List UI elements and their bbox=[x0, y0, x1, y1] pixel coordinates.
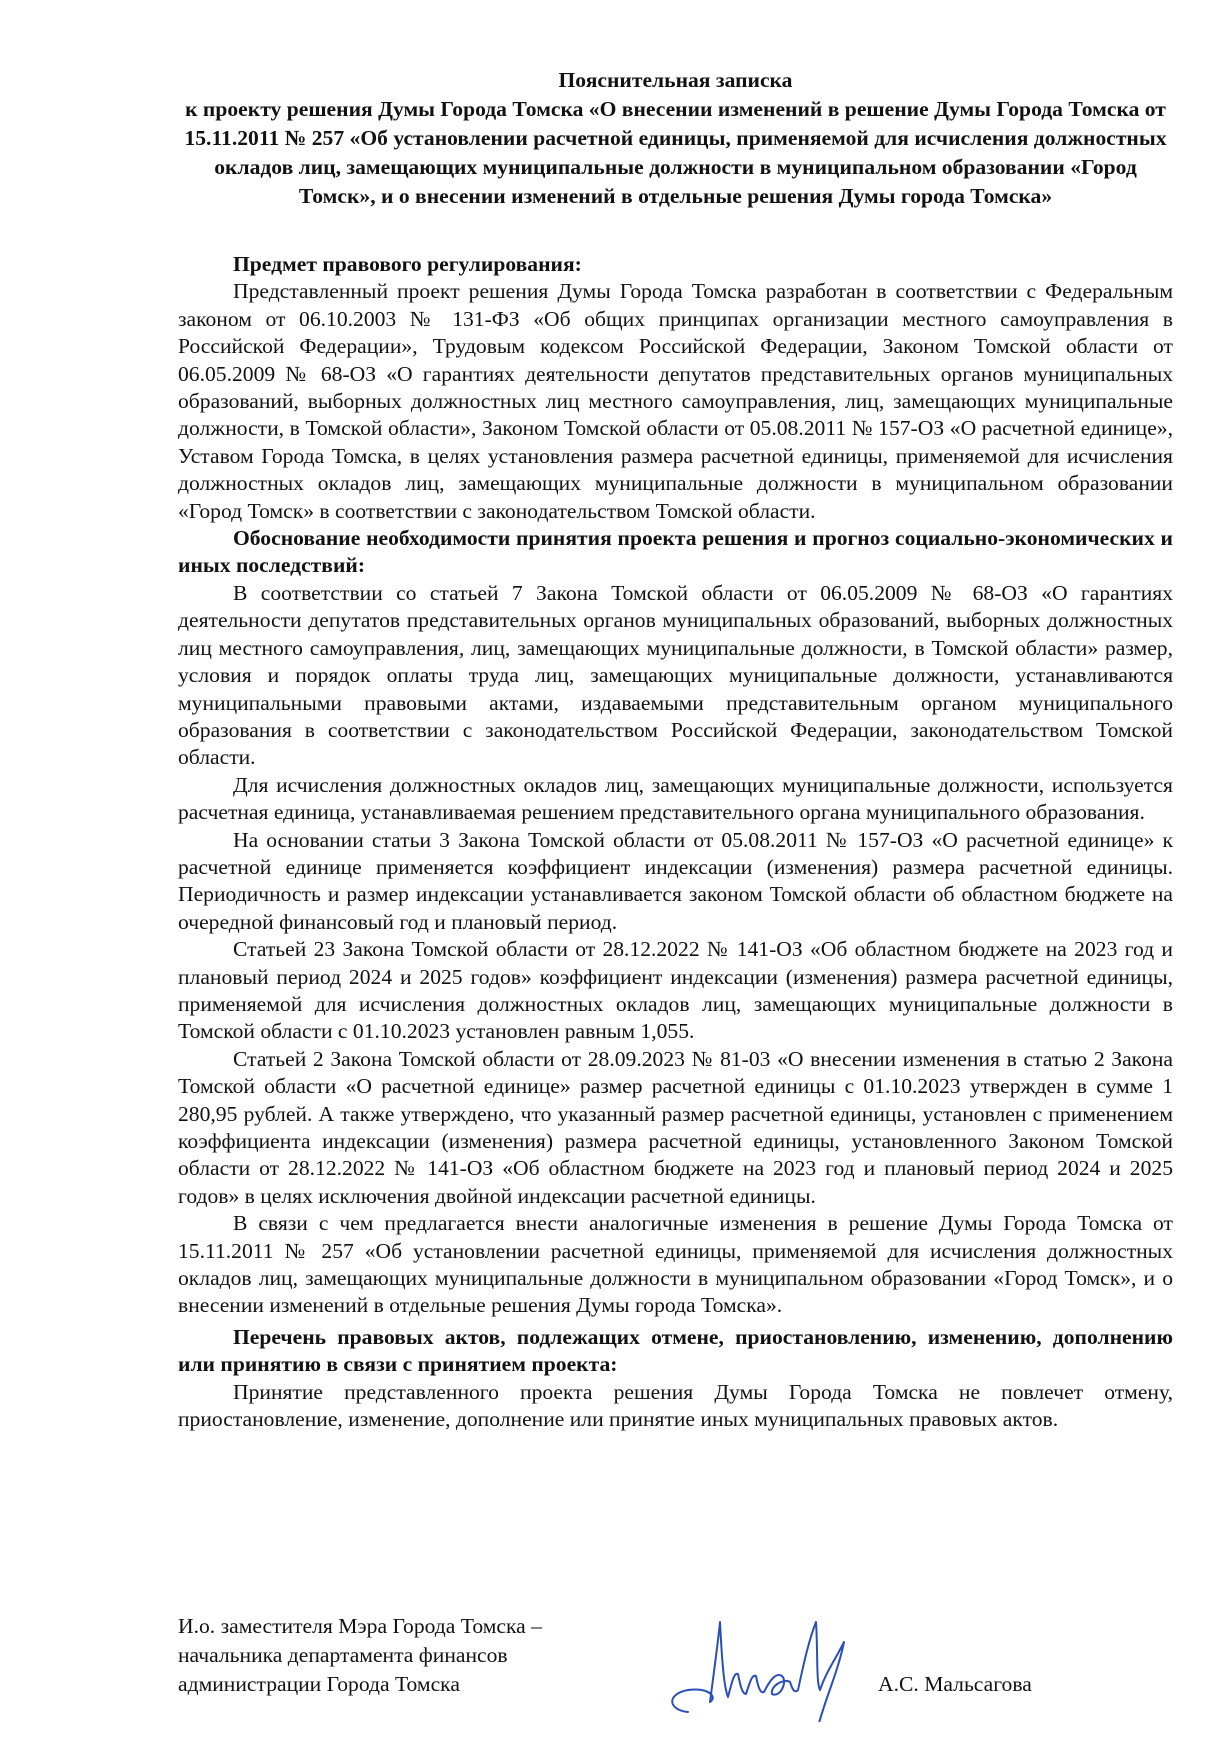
position-line: И.о. заместителя Мэра Города Томска – bbox=[178, 1614, 542, 1638]
paragraph: Представленный проект решения Думы Города Томска разработан в соответствии с Федеральным законом от 06.10.2003 № 131-ФЗ «Об общих принципах организации местного самоуправления в Российской Федерации», Трудовым кодексом Российской Федерации, Законом Томской области от 06.05.2009 № 68-ОЗ «О гарантиях деятельности депутатов представительных органов муниципальных образований, выборных должностных лиц местного самоуправления, лиц, замещающих муниципальные должности, в Томской области», Законом Томской области от 05.08.2011 № 157-ОЗ «О расчетной единице», Уставом Города Томска, в целях установления размера расчетной единицы, применяемой для исчисления должностных окладов лиц, замещающих муниципальные должности в муниципальном образовании «Город Томск» в соответствии с законодательством Томской области. bbox=[178, 279, 1173, 523]
paragraph: Статьей 23 Закона Томской области от 28.12.2022 № 141-ОЗ «Об областном бюджете на 2023 год и плановый период 2024 и 2025 годов» коэффициент индексации (изменения) размера расчетной единицы, применяемой для исчисления должностных окладов лиц, замещающих муниципальные должности в Томской области с 01.10.2023 установлен равным 1,055. bbox=[178, 937, 1173, 1044]
section-heading: Обоснование необходимости принятия проекта решения и прогноз социально-экономических и иных последствий: bbox=[178, 526, 1173, 578]
signatory-name: А.С. Мальсагова bbox=[878, 1672, 1032, 1696]
position-line: начальника департамента финансов bbox=[178, 1643, 508, 1667]
title-subject: к проекту решения Думы Города Томска «О внесении изменений в решение Думы Города Томска от 15.11.2011 № 257 «Об установлении расчетной единицы, применяемой для исчисления должностных окладов лиц, замещающих муниципальные должности в муниципальном образовании «Город Томск», и о внесении изменений в отдельные решения Думы города Томска» bbox=[184, 97, 1167, 208]
document-title bbox=[178, 66, 1173, 211]
section-heading: Предмет правового регулирования: bbox=[233, 252, 582, 276]
handwritten-signature bbox=[648, 1602, 878, 1722]
paragraph: Статьей 2 Закона Томской области от 28.09.2023 № 81-03 «О внесении изменения в статью 2 Закона Томской области «О расчетной единице» размер расчетной единицы с 01.10.2023 утвержден в сумме 1 280,95 рублей. А также утверждено, что указанный размер расчетной единицы, установлен с применением коэффициента индексации (изменения) размера расчетной единицы, установленного Законом Томской области от 28.12.2022 № 141-ОЗ «Об областном бюджете на 2023 год и плановый период 2024 и 2025 годов» в целях исключения двойной индексации расчетной единицы. bbox=[178, 1046, 1173, 1208]
paragraph: На основании статьи 3 Закона Томской области от 05.08.2011 № 157-ОЗ «О расчетной единице» к расчетной единице применяется коэффициент индексации (изменения) размера расчетной единицы. Периодичность и размер индексации устанавливается законом Томской области об областном бюджете на очередной финансовый год и плановый период. bbox=[178, 827, 1173, 934]
section-heading: Перечень правовых актов, подлежащих отмене, приостановлению, изменению, дополнению или принятию в связи с принятием проекта: bbox=[178, 1324, 1173, 1377]
paragraph: Для исчисления должностных окладов лиц, замещающих муниципальные должности, используется расчетная единица, устанавливаемая решением представительного органа муниципального образования. bbox=[178, 772, 1173, 825]
paragraph: В соответствии со статьей 7 Закона Томской области от 06.05.2009 № 68-ОЗ «О гарантиях деятельности депутатов представительных органов муниципальных образований, выборных должностных лиц местного самоуправления, лиц, замещающих муниципальные должности, в Томской области» размер, условия и порядок оплаты труда лиц, замещающих муниципальные должности, устанавливаются муниципальными правовыми актами, издаваемыми представительным органом муниципального образования в соответствии с законодательством Российской Федерации, законодательством Томской области. bbox=[178, 580, 1173, 770]
document-page bbox=[178, 66, 1173, 1433]
signatory-position bbox=[178, 1612, 542, 1699]
paragraph: В связи с чем предлагается внести аналогичные изменения в решение Думы Города Томска от 15.11.2011 № 257 «Об установлении расчетной единицы, применяемой для исчисления должностных окладов лиц, замещающих муниципальные должности в муниципальном образовании «Город Томск», и о внесении изменений в отдельные решения Думы города Томска». bbox=[178, 1211, 1173, 1318]
paragraph: Принятие представленного проекта решения Думы Города Томска не повлечет отмену, приостановление, изменение, дополнение или принятие иных муниципальных правовых актов. bbox=[178, 1379, 1173, 1432]
position-line: администрации Города Томска bbox=[178, 1672, 460, 1696]
title-line: Пояснительная записка bbox=[558, 68, 793, 92]
